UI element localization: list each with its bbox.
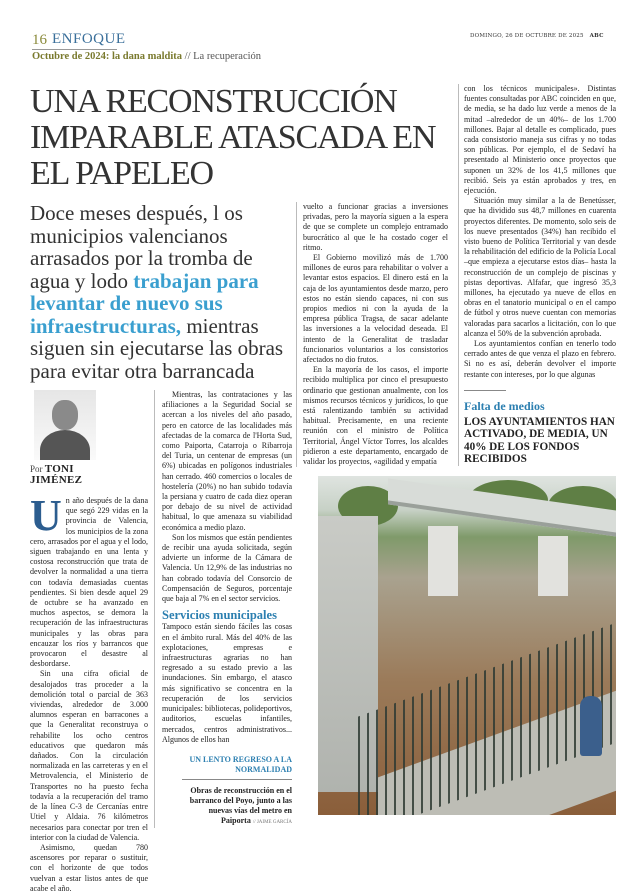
date-text: DOMINGO, 26 DE OCTUBRE DE 2025 (470, 33, 584, 39)
section-name: ENFOQUE (52, 31, 126, 47)
pull-quote (464, 390, 616, 466)
column-4 (464, 84, 616, 380)
kicker (32, 51, 261, 62)
deck (30, 202, 296, 382)
paragraph: En la mayoría de los casos, el importe recibido multiplica por cinco el presupuesto ordinario que gestionan anualmente, con los mismos recursos técnicos y jurídicos, lo que está ralentizando también su actividad habitual. Precisamente, en una reciente reunión con el ministro de Política Territorial, Ángel Víctor Torres, los alcaldes pidieron a este departamento, encargado de validar los proyectos, «agilidad y empatía (303, 365, 448, 467)
paragraph: Son los mismos que están pendientes de recibir una ayuda solicitada, según advierte un informe de la Cámara de Valencia. Un 12,9% de las industrias no han cobrado todavía del Consorcio de Compensación de Seguros, porcentaje que baja al 7% en el sector servicios. (162, 532, 292, 604)
byline-prefix: Por (30, 464, 43, 474)
kicker-main: Octubre de 2024: la dana maldita (32, 51, 183, 62)
paragraph: Sin una cifra oficial de desalojados tras proceder a la demolición total o parcial de 363 viviendas, alrededor de 3.000 alumnos esperan en barracones a que la Generalitat reconstruya o rehabilite los ocho centros educativos que quedaron más dañados. Con la circulación normalizada en las carreteras y en el Metrovalencia, el Ministerio de Transportes no ha puesto fecha todavía a la recuperación del tramo de la línea C-3 de Cercanías entre Utiel y Aldaia. 76 kilómetros necesarios para conectar por tren el interior con la ciudad de Valencia. (30, 669, 148, 842)
author-first: TONI (44, 463, 74, 475)
photo-caption (162, 755, 292, 828)
paragraph: vuelto a funcionar gracias a inversiones privadas, pero la mayoría siguen a la espera de que se complete un complejo entramado burocrático al que le ha costado coger el ritmo. (303, 202, 448, 252)
page-number: 16 (32, 32, 47, 48)
photo-credit: // JAIME GARCÍA (252, 819, 292, 825)
paragraph: Los ayuntamientos confían en tenerlo todo cerrado antes de que venza el plazo en febrero. Si no es así, deberán devolver el importe restante con intereses, por lo que algunas (464, 339, 616, 379)
author-last: JIMÉNEZ (30, 474, 83, 486)
paragraph: Tampoco están siendo fáciles las cosas en el ámbito rural. Más del 40% de las explotaciones, empresas e infraestructuras agrarias no han regresado a su estado previo a las inundaciones. Sin embargo, el atasco más significativo se concentra en la recuperación de los servicios municipales: bibliotecas, polideportivos, auditorios, escuelas infantiles, mercados, centros administrativos... Algunos de ellos han (162, 622, 292, 744)
column-1 (30, 390, 154, 894)
column-4-block (458, 84, 616, 466)
columns-1-2 (30, 390, 296, 894)
caption-text: Obras de reconstrucción en el barranco del Poyo, junto a las nuevas vías del metro en Paiporta (189, 785, 292, 825)
paragraph: El Gobierno movilizó más de 1.700 millones de euros para rehabilitar o volver a levantar estos espacios. El dinero está en la caja de los ayuntamientos desde marzo, pero estos no están siendo capaces, ni con sus propios medios ni con la ayuda de la empresa pública Tragsa, de sacar adelante las inversiones a la velocidad deseada. El intento de la Generalitat de trasladar funcionarios voluntarios a los consistorios afectados no dio frutos. (303, 253, 448, 365)
caption-title: UN LENTO REGRESO A LA NORMALIDAD (182, 755, 292, 780)
article-photo (318, 476, 616, 815)
divider (464, 390, 506, 391)
left-sub-block (30, 202, 296, 894)
headline: UNA RECONSTRUCCIÓN IMPARABLE ATASCADA EN EL PAPELEO (30, 83, 436, 192)
paragraph-text: n año después de la dana que segó 229 vidas en la provincia de Valencia, los municipios de la zona cero, arrasados por el agua y el lodo, siguen trabajando en una lenta y costosa reconstrucción que trata de devolver la normalidad a una tierra con todavía demasiadas cuentas pendientes. Si bien desde aquel 29 de octubre se ha avanzado en muchos aspectos, se demora la recuperación de las infraestructuras municipales y las obras para encauzar los ríos y barrancos que provocaron el desastre al desbordarse. (30, 496, 148, 669)
deck-post: mientras siguen sin ejecutarse las obras para evitar otra barrancada (30, 313, 284, 383)
paragraph: Asimismo, quedan 780 ascensores por reparar o sustituir, con el horizonte de que todos vuelvan a estar listos antes de que acabe el año. (30, 842, 148, 893)
subheading: Servicios municipales (162, 608, 277, 623)
drop-cap: U (30, 491, 62, 540)
deck-pre: Doce meses después, l os municipios valencianos arrasados por la tromba de agua y lodo (30, 201, 253, 293)
divider (32, 49, 117, 50)
deck-highlight: trabajan para levantar de nuevo sus infraestructuras, (30, 268, 259, 338)
brand-logo: ABC (589, 33, 604, 39)
pull-quote-title: Falta de medios (464, 398, 545, 413)
paragraph: Situación muy similar a la de Benetússer, que ha dividido sus 48,7 millones en cuarenta proyectos diferentes. De momento, solo seis de los nueve presentados (34%) han recibido el visto bueno de Política Territorial y van desde la rehabilitación del edificio de la Policía Local –que empieza a ejecutarse estos días– hasta la reconstrucción de un complejo de piscinas y pistas deportivas. Alfafar, que ingresó 35,3 millones, ha ejecutado ya nueve de ellos en obras en el tanatorio municipal o en el campo de fútbol y otros nueve cuentan con memorias valoradas para sacarlos a licitación, con lo que alcanza el 50% de la subvención aprobada. (464, 196, 616, 338)
column-2 (154, 390, 296, 828)
caption-body (182, 786, 292, 828)
column-3 (296, 202, 452, 467)
author-photo (34, 390, 96, 460)
paragraph: con los técnicos municipales». Distintas fuentes consultadas por ABC coinciden en que, de media, se ha dado luz verde a menos de la mitad –alrededor de un 40%– de los 1.700 millones. Bajar al detalle es complicado, pues cada consistorio maneja sus cifras y no todas son públicas. Por ejemplo, el de Sedaví ha presentado al Ministerio once proyectos que suponen un 32% de los 41,5 millones que recibió. Seis ya están aprobados y tres, en ejecución. (464, 84, 616, 196)
pull-quote-text: LOS AYUNTAMIENTOS HAN ACTIVADO, DE MEDIA, UN 40% DE LOS FONDOS RECIBIDOS (464, 415, 615, 466)
kicker-sub: // La recuperación (184, 51, 262, 62)
issue-date (470, 33, 604, 39)
byline (30, 464, 148, 486)
paragraph (30, 491, 148, 669)
paragraph: Mientras, las contrataciones y las afiliaciones a la Seguridad Social se acercan a los niveles del año pasado, pero en catorce de las localidades más afectadas de la comarca de l'Horta Sud, como Paiporta, Catarroja o Ribarroja del Turia, un centenar de empresas (un 6%) ubicadas en polígonos industriales han cerrado. 460 comercios o locales de hostelería (20%) no han subido todavía la persiana y cuatro de cada diez operan por debajo de su nivel de actividad habitual, lo que amenaza su viabilidad económica a medio plazo. (162, 390, 292, 532)
